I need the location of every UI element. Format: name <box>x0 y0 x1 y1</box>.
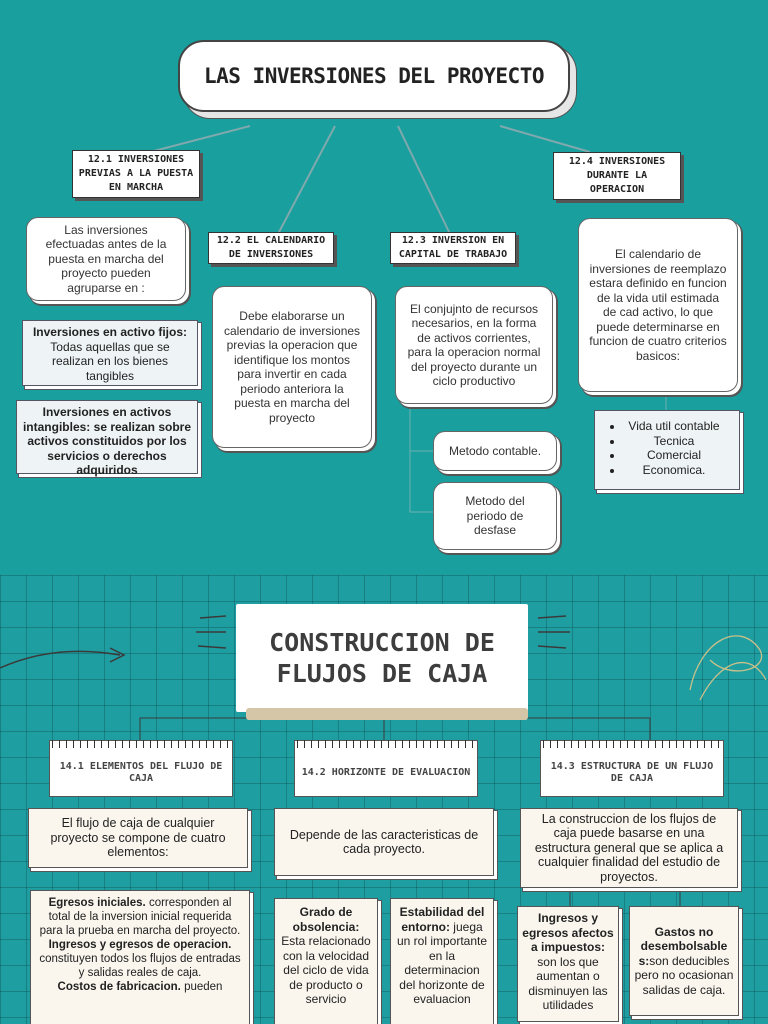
costos-text: pueden <box>180 981 223 993</box>
estabilidad-title: Estabilidad del entorno: <box>399 905 485 934</box>
ingresos-egresos-text: constituyen todos los flujos de entradas y salidas reales de caja. <box>39 953 241 979</box>
elementos-detail-box <box>30 890 250 1024</box>
afectos-title: Ingresos y egresos afectos a impuestos: <box>522 911 614 954</box>
activo-fijos-title: Inversiones en activo fijos: <box>32 325 188 339</box>
header-14-1-label: 14.1 ELEMENTOS DEL FLUJO DE CAJA <box>59 760 223 784</box>
main-title: LAS INVERSIONES DEL PROYECTO <box>178 40 570 112</box>
gastos-text: son deducibles pero no ocasionan salidas de caja. <box>634 953 734 997</box>
section2-title-line2: FLUJOS DE CAJA <box>276 659 488 688</box>
capital-description: El conjujnto de recursos necesarios, en la forma de activos corrientes, para la operacion normal del proyecto durante un ciclo productivo <box>395 286 553 404</box>
ingresos-egresos-title: Ingresos y egresos de operacion. <box>48 939 232 951</box>
metodo-desfase-box: Metodo del periodo de desfase <box>433 482 557 550</box>
calendario-description: Debe elaborarse un calendario de inversiones previas la operacion que identifique los montos para invertir en cada periodo anteriora la puesta en marcha del proyecto <box>212 286 372 448</box>
horizonte-description: Depende de las caracteristicas de cada proyecto. <box>274 808 494 876</box>
criterio-item: • Comercial <box>624 448 734 463</box>
estabilidad-text: juega un rol importante en la determinacion del horizonte de evaluacion <box>396 919 488 1006</box>
notebook-spiral <box>52 740 230 748</box>
operacion-description: El calendario de inversiones de reemplazo estara definido en funcion de la vida util estimada de cad activo, lo que puede determinarse en funcion de cuatro criterios basicos: <box>578 218 738 392</box>
criterios-list <box>600 419 734 477</box>
egresos-iniciales-title: Egresos iniciales. <box>48 897 146 909</box>
criterio-item: • Vida util contable <box>624 419 734 434</box>
obsolencia-text: Esta relacionado con la velocidad del ciclo de vida de producto o servicio <box>281 934 371 1006</box>
metodo-contable-box: Metodo contable. <box>433 431 557 471</box>
header-12-4: 12.4 INVERSIONES DURANTE LA OPERACION <box>553 152 681 200</box>
header-14-3-label: 14.3 ESTRUCTURA DE UN FLUJO DE CAJA <box>550 760 714 784</box>
gastos-box <box>629 906 739 1016</box>
gastos-title: Gastos no desembolsable s: <box>638 924 728 968</box>
activo-fijos-box <box>22 320 198 386</box>
egresos-iniciales-text: corresponden al total de la inversion inicial requerida para la prueba en marcha del proyecto. <box>39 897 241 937</box>
header-14-3 <box>540 740 724 797</box>
criterios-list-box <box>594 410 740 490</box>
header-14-2-label: 14.2 HORIZONTE DE EVALUACION <box>301 766 471 778</box>
afectos-impuestos-box <box>517 906 619 1022</box>
tape-strip <box>246 708 528 720</box>
header-14-1 <box>49 740 233 797</box>
header-14-2 <box>294 740 478 797</box>
activos-intangibles-box: Inversiones en activos intangibles: se realizan sobre activos constituidos por los servicios o derechos adquiridos <box>16 400 198 474</box>
gastos-content <box>634 925 734 998</box>
criterio-item: • Tecnica <box>624 434 734 449</box>
elementos-description: El flujo de caja de cualquier proyecto se compone de cuatro elementos: <box>28 808 248 868</box>
section2-title <box>236 604 528 712</box>
obsolencia-box <box>274 898 378 1024</box>
costos-title: Costos de fabricacion. <box>57 981 181 993</box>
criterio-item: • Economica. <box>624 463 734 478</box>
estructura-description: La construccion de los flujos de caja puede basarse en una estructura general que se aplica a cualquier finalidad del estudio de proyectos. <box>520 808 738 888</box>
estabilidad-box <box>390 898 494 1024</box>
section2-title-line1: CONSTRUCCION DE <box>269 628 495 657</box>
obsolencia-title: Grado de obsolencia: <box>292 905 360 934</box>
previas-description: Las inversiones efectuadas antes de la puesta en marcha del proyecto pueden agruparse en : <box>26 217 186 301</box>
notebook-spiral <box>297 740 475 748</box>
header-12-3: 12.3 INVERSION EN CAPITAL DE TRABAJO <box>390 232 516 264</box>
header-12-1: 12.1 INVERSIONES PREVIAS A LA PUESTA EN MARCHA <box>72 150 200 198</box>
afectos-text: son los que aumentan o disminuyen las utilidades <box>528 954 608 1012</box>
notebook-spiral <box>543 740 721 748</box>
activo-fijos-text: Todas aquellas que se realizan en los bienes tangibles <box>50 339 170 383</box>
header-12-2: 12.2 EL CALENDARIO DE INVERSIONES <box>208 232 334 264</box>
